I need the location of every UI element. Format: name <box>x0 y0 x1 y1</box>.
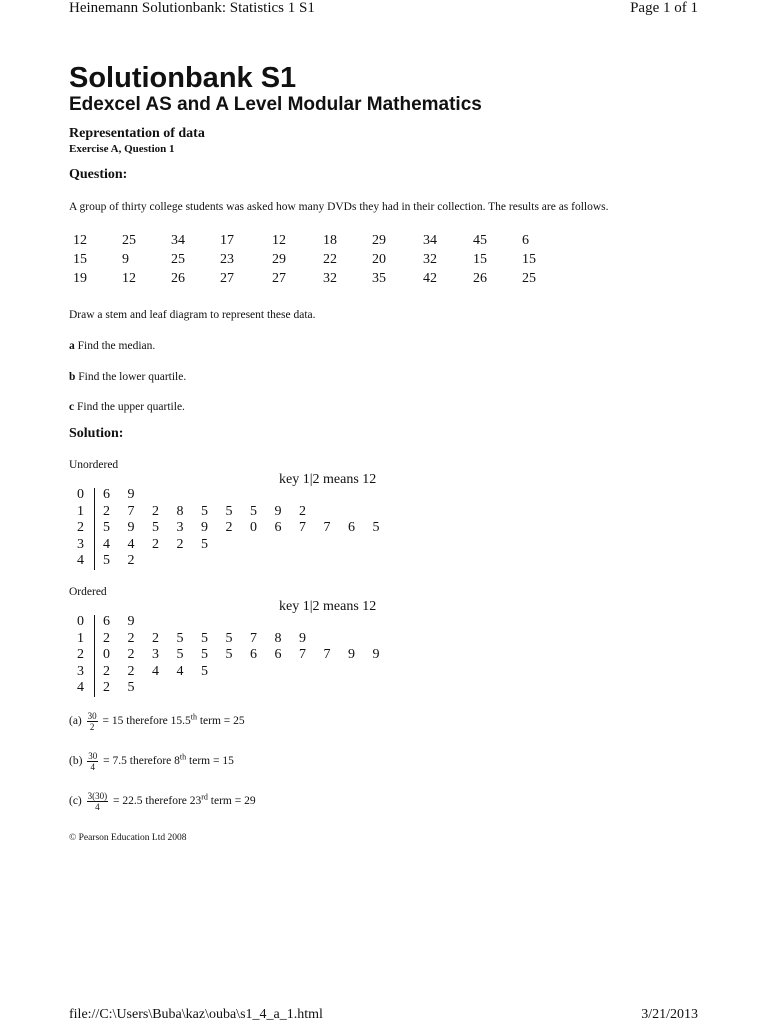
solution-heading: Solution: <box>69 426 124 441</box>
leaf-value: 8 <box>176 503 184 519</box>
data-value: 26 <box>473 271 487 286</box>
answer-result: term = 25 <box>196 715 245 728</box>
leaf-value: 7 <box>299 647 306 662</box>
leaf-value: 2 <box>127 663 135 679</box>
leaf-value: 9 <box>348 647 355 662</box>
fraction-numerator: 3(30) <box>87 791 108 801</box>
leaf-value: 7 <box>127 503 135 519</box>
data-value: 20 <box>372 252 386 267</box>
leaf-value: 2 <box>103 680 110 695</box>
leaf-value: 2 <box>176 536 184 552</box>
fraction <box>87 791 109 812</box>
answer-result: term = 15 <box>186 755 234 768</box>
browser-print-header-title: Heinemann Solutionbank: Statistics 1 S1 <box>69 0 315 16</box>
unordered-label: Unordered <box>69 459 119 471</box>
leaf-value: 4 <box>103 536 110 552</box>
part-letter: b <box>69 371 76 383</box>
data-value: 15 <box>73 252 87 267</box>
file-path-footer: file://C:\Users\Buba\kaz\ouba\s1_4_a_1.html <box>69 1007 323 1022</box>
data-value: 35 <box>372 271 386 286</box>
part-text: Find the upper quartile. <box>76 401 185 413</box>
leaf-value: 6 <box>274 520 282 535</box>
data-value: 23 <box>220 252 234 267</box>
data-value: 15 <box>473 252 487 267</box>
exercise-label: Exercise A, Question 1 <box>69 143 175 155</box>
answer-label: (c) <box>69 795 82 808</box>
answer-c <box>69 791 256 812</box>
leaf-value: 7 <box>250 630 257 646</box>
data-value: 6 <box>522 233 529 248</box>
part-letter: c <box>69 401 75 413</box>
ordinal-suffix: th <box>190 712 197 722</box>
leaf-value: 2 <box>152 630 159 646</box>
page-title: Solutionbank S1 <box>69 62 297 94</box>
page-number: Page 1 of 1 <box>630 0 698 16</box>
leaf-value: 2 <box>103 630 110 646</box>
leaf-value: 9 <box>127 487 135 502</box>
ordered-label: Ordered <box>69 586 107 598</box>
data-value: 19 <box>73 271 87 286</box>
data-value: 34 <box>423 233 437 248</box>
leaf-value: 5 <box>103 520 110 535</box>
leaf-value: 5 <box>201 536 208 552</box>
leaf-value: 5 <box>176 647 184 662</box>
data-value: 15 <box>522 252 536 267</box>
ordinal-suffix: th <box>179 752 187 762</box>
stem-value: 0 <box>77 487 84 502</box>
data-value: 12 <box>272 233 286 248</box>
ordered-stem-divider <box>94 615 95 697</box>
leaf-value: 5 <box>250 503 257 519</box>
page-subtitle: Edexcel AS and A Level Modular Mathematics <box>69 94 482 115</box>
answer-text: = 7.5 therefore 8 <box>103 755 180 768</box>
leaf-value: 2 <box>127 647 135 662</box>
fraction-denominator: 2 <box>89 722 95 732</box>
data-value: 12 <box>73 233 87 248</box>
leaf-value: 5 <box>201 647 208 662</box>
stem-value: 3 <box>77 536 84 552</box>
answer-b <box>69 751 234 772</box>
answer-a <box>69 711 245 732</box>
leaf-value: 9 <box>127 520 135 535</box>
data-value: 12 <box>122 271 136 286</box>
question-heading: Question: <box>69 167 128 182</box>
leaf-value: 0 <box>250 520 257 535</box>
leaf-value: 2 <box>103 663 110 679</box>
data-value: 45 <box>473 233 487 248</box>
leaf-value: 2 <box>225 520 233 535</box>
leaf-value: 9 <box>127 614 135 629</box>
data-value: 34 <box>171 233 185 248</box>
leaf-value: 7 <box>299 520 306 535</box>
leaf-value: 5 <box>201 663 208 679</box>
leaf-value: 9 <box>201 520 208 535</box>
leaf-value: 7 <box>323 647 331 662</box>
leaf-value: 2 <box>103 503 110 519</box>
leaf-value: 5 <box>127 680 135 695</box>
leaf-value: 6 <box>103 614 110 629</box>
fraction <box>87 711 98 732</box>
stem-value: 3 <box>77 663 84 679</box>
data-value: 32 <box>323 271 337 286</box>
instruction-text: Draw a stem and leaf diagram to represent these data. <box>69 309 316 321</box>
part-letter: a <box>69 340 75 352</box>
answer-result: term = 29 <box>207 795 256 808</box>
leaf-value: 5 <box>201 630 208 646</box>
leaf-value: 4 <box>176 663 184 679</box>
fraction-denominator: 4 <box>90 762 96 772</box>
leaf-value: 6 <box>250 647 257 662</box>
leaf-value: 5 <box>225 630 233 646</box>
leaf-value: 2 <box>127 553 135 568</box>
leaf-value: 9 <box>299 630 306 646</box>
stem-value: 2 <box>77 647 84 662</box>
leaf-value: 5 <box>225 647 233 662</box>
data-value: 29 <box>372 233 386 248</box>
answer-label: (a) <box>69 715 82 728</box>
fraction-denominator: 4 <box>95 802 100 812</box>
answer-label: (b) <box>69 755 83 768</box>
data-value: 25 <box>171 252 185 267</box>
leaf-value: 5 <box>372 520 380 535</box>
ordered-key: key 1|2 means 12 <box>279 599 377 614</box>
stem-value: 2 <box>77 520 84 535</box>
leaf-value: 5 <box>225 503 233 519</box>
leaf-value: 9 <box>274 503 282 519</box>
leaf-value: 8 <box>274 630 282 646</box>
leaf-value: 2 <box>152 536 159 552</box>
leaf-value: 4 <box>152 663 159 679</box>
leaf-value: 5 <box>103 553 110 568</box>
fraction <box>87 751 98 772</box>
unordered-key: key 1|2 means 12 <box>279 472 377 487</box>
stem-value: 1 <box>77 630 84 646</box>
stem-value: 4 <box>77 680 84 695</box>
stem-value: 4 <box>77 553 84 568</box>
section-title: Representation of data <box>69 126 205 141</box>
fraction-numerator: 30 <box>88 751 98 761</box>
leaf-value: 9 <box>372 647 380 662</box>
leaf-value: 2 <box>127 630 135 646</box>
leaf-value: 5 <box>201 503 208 519</box>
stem-value: 0 <box>77 614 84 629</box>
question-text: A group of thirty college students was asked how many DVDs they had in their collection. The results are as follows. <box>69 201 609 213</box>
leaf-value: 7 <box>323 520 331 535</box>
data-value: 26 <box>171 271 185 286</box>
data-value: 32 <box>423 252 437 267</box>
leaf-value: 6 <box>103 487 110 502</box>
part-c <box>69 401 185 413</box>
data-value: 27 <box>220 271 234 286</box>
leaf-value: 5 <box>152 520 159 535</box>
leaf-value: 3 <box>152 647 159 662</box>
copyright-notice: © Pearson Education Ltd 2008 <box>69 833 187 843</box>
data-value: 27 <box>272 271 286 286</box>
data-value: 22 <box>323 252 337 267</box>
data-value: 42 <box>423 271 437 286</box>
data-value: 25 <box>522 271 536 286</box>
print-date: 3/21/2013 <box>641 1007 698 1022</box>
leaf-value: 5 <box>176 630 184 646</box>
leaf-value: 4 <box>127 536 135 552</box>
data-value: 9 <box>122 252 129 267</box>
data-value: 29 <box>272 252 286 267</box>
leaf-value: 6 <box>348 520 355 535</box>
part-text: Find the lower quartile. <box>78 371 187 383</box>
unordered-stem-divider <box>94 488 95 570</box>
leaf-value: 0 <box>103 647 110 662</box>
leaf-value: 3 <box>176 520 184 535</box>
part-a <box>69 340 155 352</box>
answer-text: = 22.5 therefore 23 <box>113 795 202 808</box>
leaf-value: 2 <box>152 503 159 519</box>
data-value: 17 <box>220 233 234 248</box>
stem-value: 1 <box>77 503 84 519</box>
ordinal-suffix: rd <box>201 792 208 802</box>
part-b <box>69 371 186 383</box>
leaf-value: 6 <box>274 647 282 662</box>
leaf-value: 2 <box>299 503 306 519</box>
part-text: Find the median. <box>77 340 156 352</box>
data-value: 25 <box>122 233 136 248</box>
answer-text: = 15 therefore 15.5 <box>102 715 191 728</box>
data-value: 18 <box>323 233 337 248</box>
fraction-numerator: 30 <box>87 711 97 721</box>
